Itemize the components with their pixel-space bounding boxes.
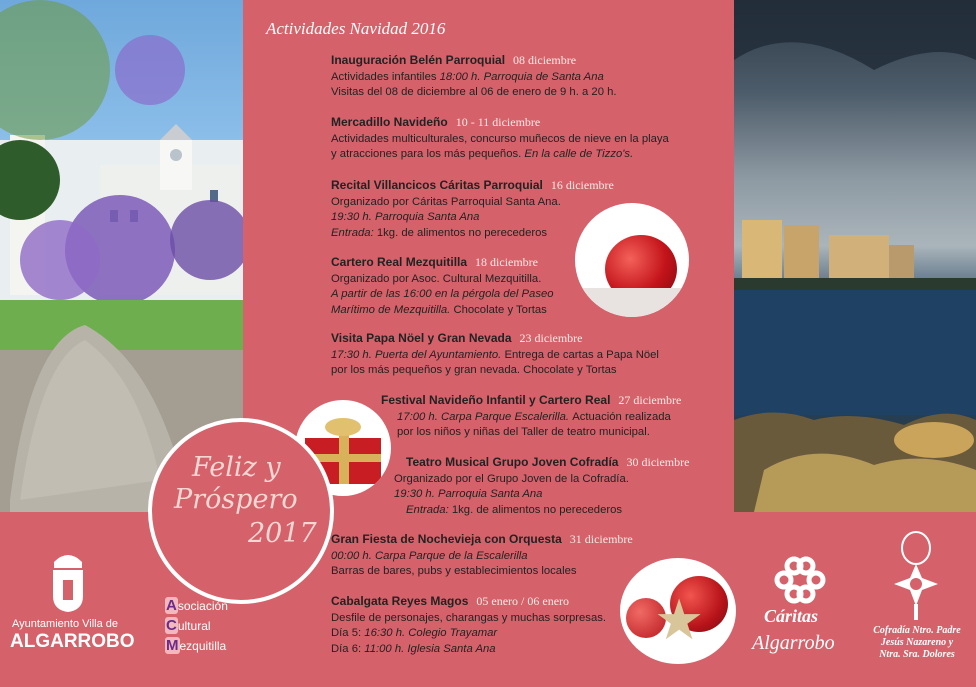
event-detail: Visitas del 08 de diciembre al 06 de enero de 9 h. a 20 h. — [331, 86, 617, 99]
event-date: 16 diciembre — [550, 178, 614, 192]
event-item — [331, 331, 659, 379]
event-item — [381, 393, 681, 441]
event-item — [331, 255, 554, 318]
algarrobo-label: ALGARROBO — [10, 631, 135, 652]
greeting-year: 2017 — [248, 518, 317, 549]
event-detail: por los más pequeños y gran nevada. Chocolate y Tortas — [331, 364, 617, 377]
event-detail: Entrada: 1kg. de alimentos no perecederos — [406, 503, 623, 516]
event-title: Mercadillo Navideño — [331, 115, 448, 129]
event-title: Gran Fiesta de Nochevieja con Orquesta — [331, 532, 562, 546]
event-detail: y atracciones para los más pequeños. En la calle de Tizzo's. — [331, 148, 634, 161]
event-detail: 19:30 h. Parroquia Santa Ana — [394, 488, 543, 501]
event-item — [331, 178, 614, 241]
event-detail: Actividades multiculturales, concurso muñecos de nieve en la playa — [331, 132, 669, 145]
event-item — [331, 115, 669, 163]
event-detail: Día 5: 16:30 h. Colegio Trayamar — [331, 627, 498, 640]
event-item — [331, 53, 617, 101]
asociacion-word: Asociación — [166, 597, 228, 614]
event-detail: 19:30 h. Parroquia Santa Ana — [331, 211, 480, 224]
event-title: Cabalgata Reyes Magos — [331, 594, 469, 608]
event-date: 31 diciembre — [569, 532, 633, 546]
event-date: 05 enero / 06 enero — [476, 594, 570, 608]
greeting-line-2: Próspero — [174, 484, 298, 515]
event-detail: Organizado por Asoc. Cultural Mezquitilla. — [331, 272, 542, 285]
event-date: 10 - 11 diciembre — [455, 115, 541, 129]
page-title: Actividades Navidad 2016 — [266, 19, 446, 38]
coat-of-arms-icon — [50, 548, 86, 614]
event-detail: 17:30 h. Puerta del Ayuntamiento. Entrega de cartas a Papa Nöel — [331, 348, 659, 361]
event-detail: 00:00 h. Carpa Parque de la Escalerilla — [331, 549, 528, 562]
event-title: Festival Navideño Infantil y Cartero Real — [381, 393, 611, 407]
event-date: 18 diciembre — [475, 255, 539, 269]
ornament-image-2 — [620, 558, 736, 664]
cofradia-line: Cofradía Ntro. Padre — [873, 625, 961, 636]
cofradia-logo — [886, 530, 946, 622]
asociacion-logo — [165, 596, 228, 656]
event-title: Cartero Real Mezquitilla — [331, 255, 468, 269]
event-item — [331, 594, 606, 657]
ayuntamiento-logo — [50, 548, 86, 614]
event-detail: Actividades infantiles 18:00 h. Parroquia de Santa Ana — [331, 70, 604, 83]
greeting-circle — [148, 418, 334, 604]
greeting-line-1: Feliz y — [192, 452, 281, 483]
event-detail: por los niños y niñas del Taller de teatro municipal. — [397, 426, 650, 439]
caritas-cross-icon — [772, 556, 828, 604]
event-item — [394, 455, 690, 518]
event-title: Inauguración Belén Parroquial — [331, 53, 506, 67]
ayuntamiento-label: Ayuntamiento Villa de — [12, 618, 118, 630]
event-detail: 17:00 h. Carpa Parque Escalerilla. Actuación realizada — [397, 410, 671, 423]
caritas-label: Cáritas — [764, 606, 819, 626]
cofradia-line: Jesús Nazareno y — [880, 637, 954, 648]
event-detail: Día 6: 11:00 h. Iglesia Santa Ana — [331, 642, 496, 655]
caritas-logo — [772, 556, 832, 604]
star-icon: ★ — [654, 588, 705, 651]
photo-seaside — [734, 0, 976, 512]
event-title: Visita Papa Nöel y Gran Nevada — [331, 331, 512, 345]
caritas-sub-label: Algarrobo — [752, 632, 835, 654]
asociacion-word: Mezquitilla — [166, 637, 227, 654]
event-title: Teatro Musical Grupo Joven Cofradía — [406, 455, 619, 469]
cofradia-line: Ntra. Sra. Dolores — [879, 649, 955, 660]
event-detail: A partir de las 16:00 en la pérgola del Paseo — [331, 288, 554, 301]
event-detail: Entrada: 1kg. de alimentos no perecederos — [331, 226, 548, 239]
asociacion-word: Cultural — [166, 617, 211, 634]
event-detail: Desfile de personajes, charangas y muchas sorpresas. — [331, 611, 607, 624]
event-date: 23 diciembre — [519, 331, 583, 345]
cofradia-emblem-icon — [886, 530, 946, 622]
event-title: Recital Villancicos Cáritas Parroquial — [331, 178, 543, 192]
event-detail: Organizado por Cáritas Parroquial Santa Ana. — [331, 195, 561, 208]
event-item — [331, 532, 633, 580]
event-detail: Marítimo de Mezquitilla. Chocolate y Tortas — [331, 303, 547, 316]
event-detail: Organizado por el Grupo Joven de la Cofradía. — [394, 472, 629, 485]
event-detail: Barras de bares, pubs y establecimientos locales — [331, 565, 577, 578]
event-date: 08 diciembre — [513, 53, 577, 67]
event-date: 30 diciembre — [626, 455, 690, 469]
cofradia-label — [860, 625, 974, 661]
event-date: 27 diciembre — [618, 393, 682, 407]
